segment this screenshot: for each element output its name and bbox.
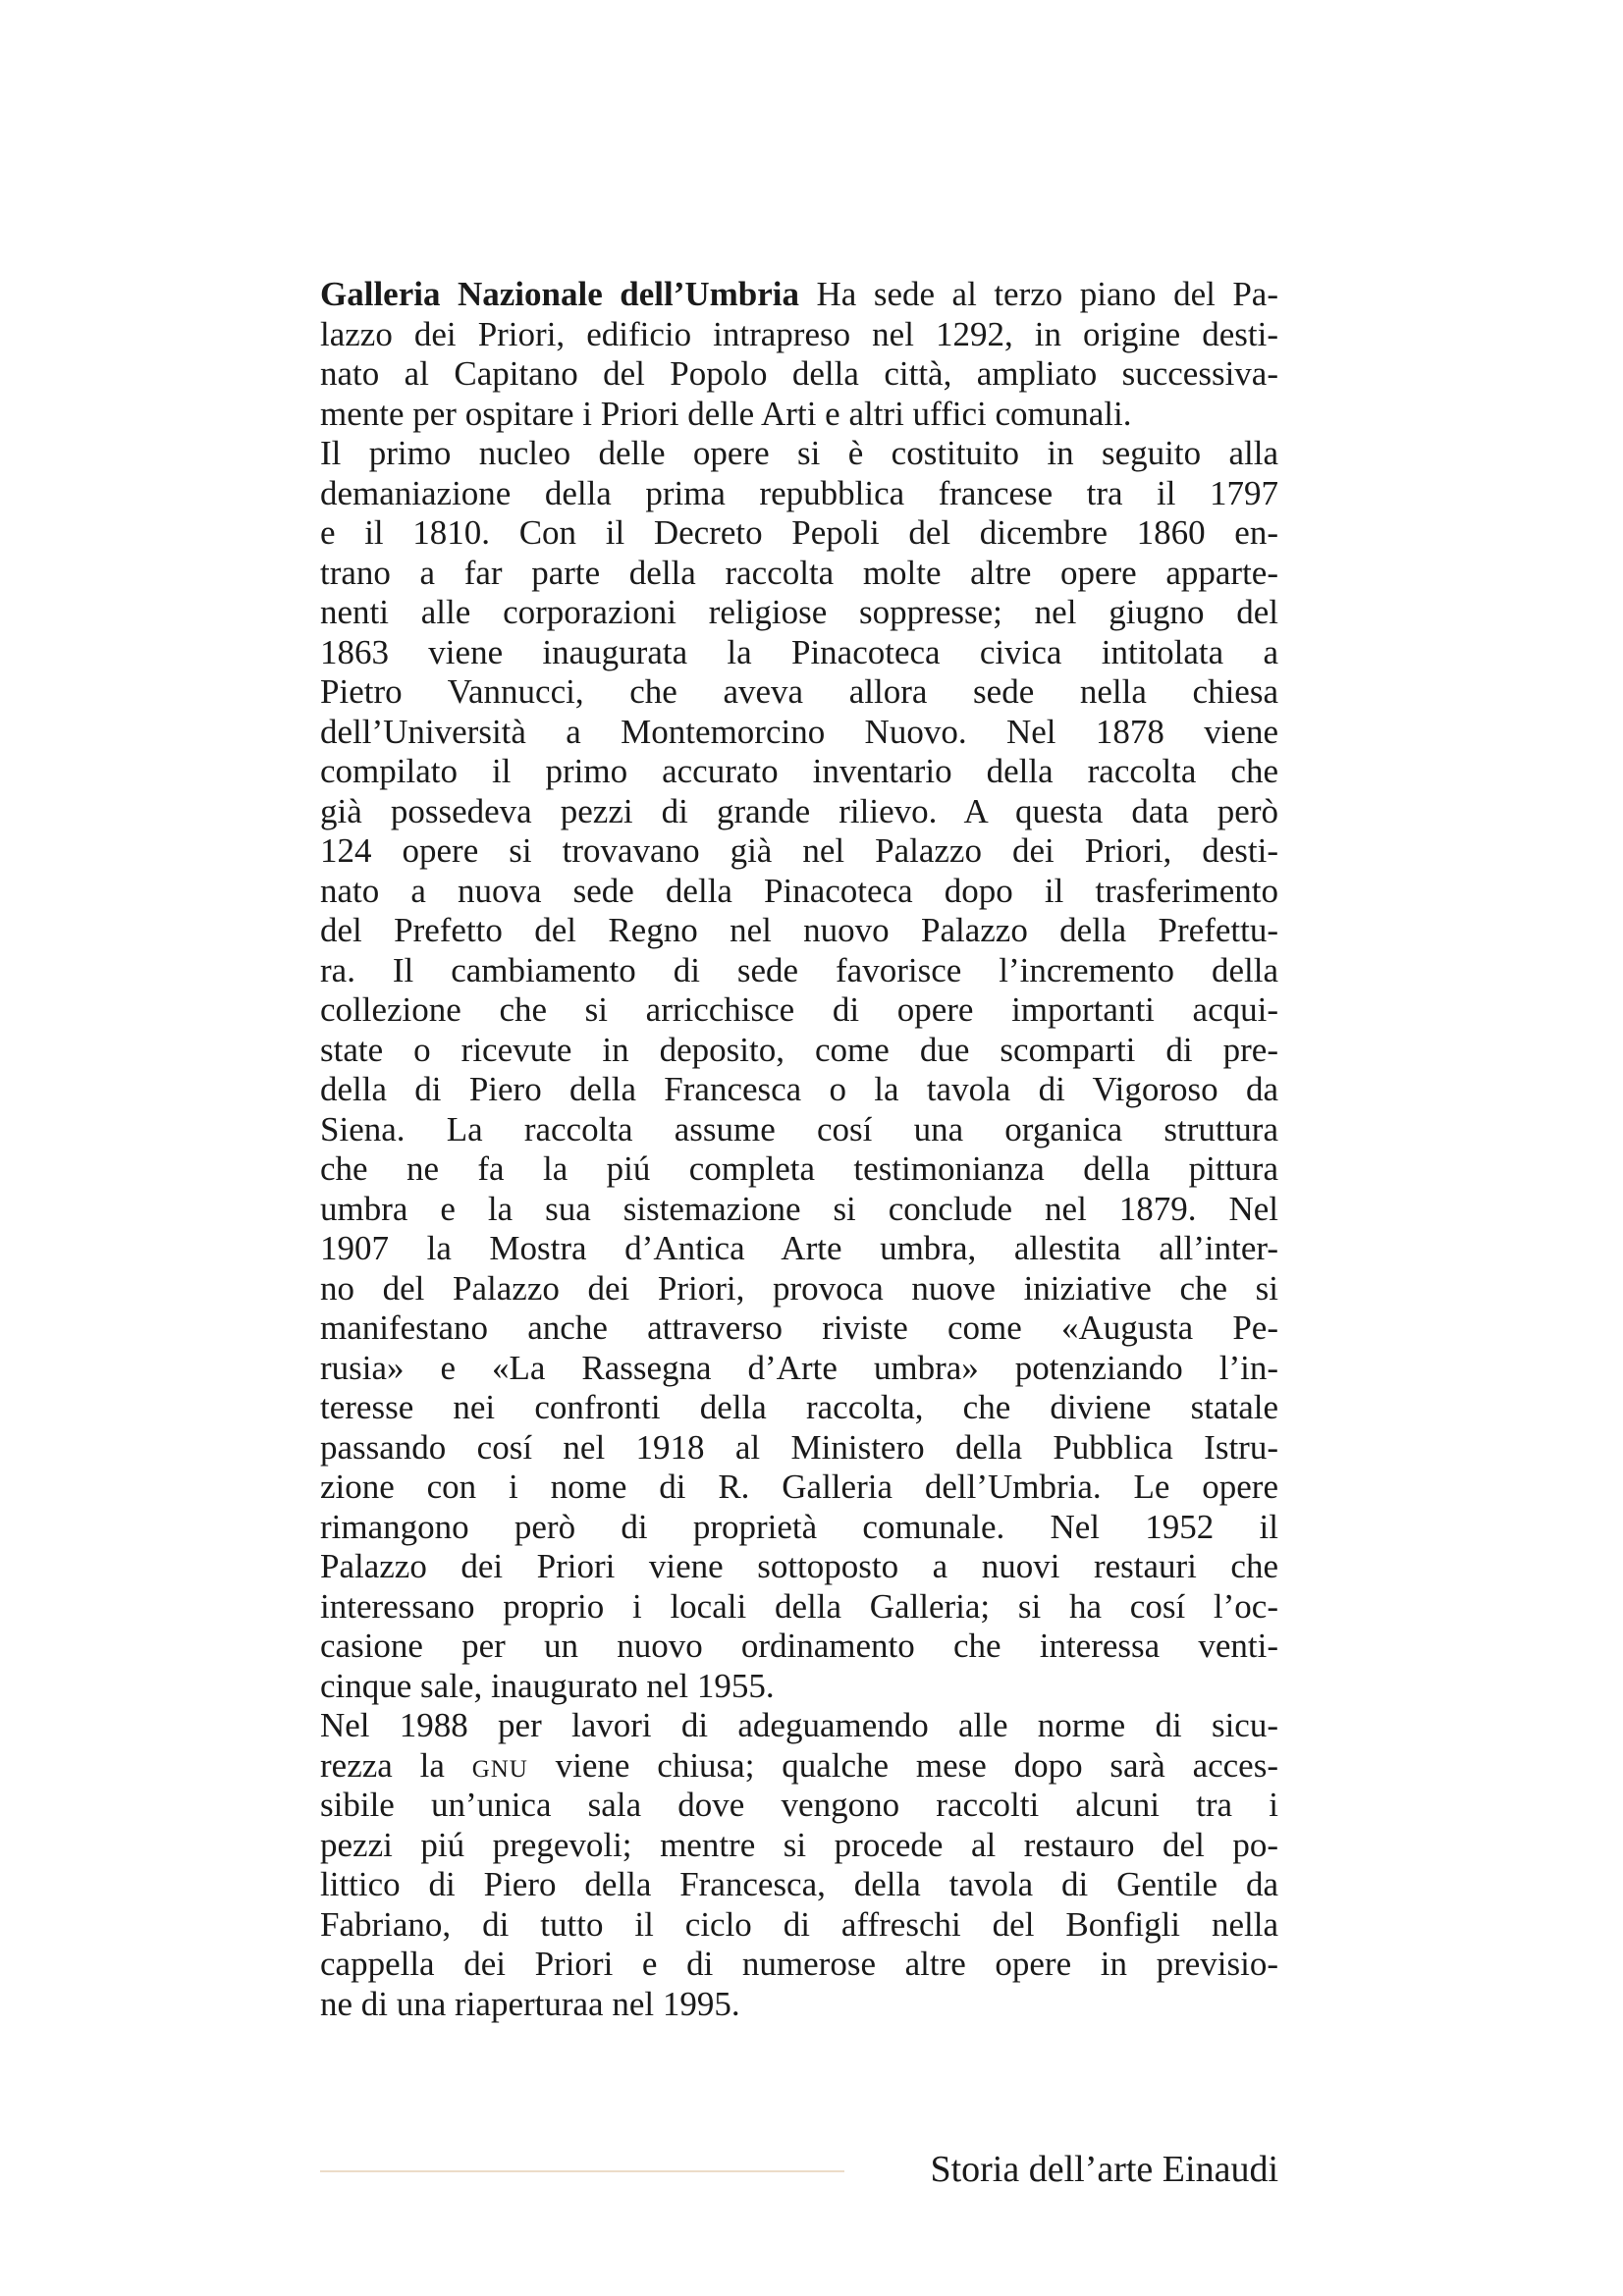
entry-line-22: Siena. La raccolta assume cosí una organica struttura — [320, 1109, 1278, 1148]
entry-line-38-end: viene chiusa; qualche mese dopo sarà acces- — [527, 1745, 1278, 1785]
entry-line-38 — [320, 1746, 1278, 1787]
entry-line-44: ne di una riaperturaa nel 1995. — [320, 1984, 740, 2023]
entry-line-19: collezione che si arricchisce di opere importanti acqui- — [320, 990, 1278, 1029]
entry-line-7: e il 1810. Con il Decreto Pepoli del dicembre 1860 en- — [320, 513, 1278, 552]
entry-line-1 — [320, 275, 1278, 315]
entry-line-10: 1863 viene inaugurata la Pinacoteca civica intitolata a — [320, 632, 1278, 671]
entry-line-39: sibile un’unica sala dove vengono raccolti alcuni tra i — [320, 1786, 1278, 1824]
entry-line-16: nato a nuova sede della Pinacoteca dopo il trasferimento — [320, 871, 1278, 910]
entry-line-28: rusia» e «La Rassegna d’Arte umbra» potenziando l’in- — [320, 1348, 1278, 1387]
entry-line-20: state o ricevute in deposito, come due scomparti di pre- — [320, 1030, 1278, 1069]
entry-line-29: teresse nei confronti della raccolta, che diviene statale — [320, 1388, 1278, 1426]
entry-line-31: zione con i nome di R. Galleria dell’Umbria. Le opere — [320, 1468, 1278, 1506]
entry-line-33: Palazzo dei Priori viene sottoposto a nuovi restauri che — [320, 1547, 1278, 1585]
entry-line-23: che ne fa la piú completa testimonianza della pittura — [320, 1149, 1278, 1188]
entry-line-32: rimangono però di proprietà comunale. Nel 1952 il — [320, 1507, 1278, 1546]
encyclopedia-entry — [320, 275, 1278, 2024]
entry-heading: Galleria Nazionale dell’Umbria — [320, 275, 800, 313]
entry-line-9: nenti alle corporazioni religiose soppresse; nel giugno del — [320, 593, 1278, 631]
entry-line-15: 124 opere si trovavano già nel Palazzo dei Priori, desti- — [320, 831, 1278, 870]
entry-line-42: Fabriano, di tutto il ciclo di affreschi del Bonfigli nella — [320, 1904, 1278, 1944]
entry-line-11: Pietro Vannucci, che aveva allora sede nella chiesa — [320, 672, 1278, 711]
entry-line-21: della di Piero della Francesca o la tavola di Vigoroso da — [320, 1070, 1278, 1108]
entry-line-13: compilato il primo accurato inventario della raccolta che — [320, 752, 1278, 790]
entry-line-40: pezzi piú pregevoli; mentre si procede al restauro del po- — [320, 1825, 1278, 1864]
entry-line-37: Nel 1988 per lavori di adeguamendo alle norme di sicu- — [320, 1706, 1278, 1744]
footer-divider — [320, 2170, 844, 2172]
entry-line-36: cinque sale, inaugurato nel 1955. — [320, 1666, 775, 1705]
footer-title: Storia dell’arte Einaudi — [930, 2149, 1278, 2190]
entry-line-8: trano a far parte della raccolta molte altre opere apparte- — [320, 553, 1278, 592]
entry-line-17: del Prefetto del Regno nel nuovo Palazzo della Prefettu- — [320, 911, 1278, 949]
entry-line-43: cappella dei Priori e di numerose altre opere in previsio- — [320, 1945, 1278, 1983]
entry-line-25: 1907 la Mostra d’Antica Arte umbra, allestita all’inter- — [320, 1229, 1278, 1267]
entry-line-14: già possedeva pezzi di grande rilievo. A questa data però — [320, 791, 1278, 830]
entry-line-27: manifestano anche attraverso riviste come «Augusta Pe- — [320, 1308, 1278, 1347]
entry-line-26: no del Palazzo dei Priori, provoca nuove iniziative che si — [320, 1268, 1278, 1308]
entry-line-1-text: Ha sede al terzo piano del Pa- — [799, 275, 1278, 313]
entry-line-5: Il primo nucleo delle opere si è costituito in seguito alla — [320, 434, 1278, 472]
entry-line-38-start: rezza la — [320, 1745, 472, 1785]
entry-line-4: mente per ospitare i Priori delle Arti e altri uffici comunali. — [320, 394, 1132, 433]
entry-line-30: passando cosí nel 1918 al Ministero della Pubblica Istru- — [320, 1427, 1278, 1467]
entry-line-12: dell’Università a Montemorcino Nuovo. Nel 1878 viene — [320, 712, 1278, 751]
entry-line-2: lazzo dei Priori, edificio intrapreso nel 1292, in origine desti- — [320, 314, 1278, 353]
entry-line-18: ra. Il cambiamento di sede favorisce l’incremento della — [320, 950, 1278, 989]
entry-line-35: casione per un nuovo ordinamento che interessa venti- — [320, 1627, 1278, 1665]
entry-line-3: nato al Capitano del Popolo della città, ampliato successiva- — [320, 354, 1278, 393]
entry-line-41: littico di Piero della Francesca, della tavola di Gentile da — [320, 1865, 1278, 1903]
gnu-abbreviation: gnu — [471, 1745, 528, 1785]
entry-line-6: demaniazione della prima repubblica francese tra il 1797 — [320, 473, 1278, 512]
entry-line-34: interessano proprio i locali della Galleria; si ha cosí l’oc- — [320, 1586, 1278, 1626]
page-footer — [320, 2146, 1278, 2195]
entry-line-24: umbra e la sua sistemazione si conclude nel 1879. Nel — [320, 1189, 1278, 1228]
